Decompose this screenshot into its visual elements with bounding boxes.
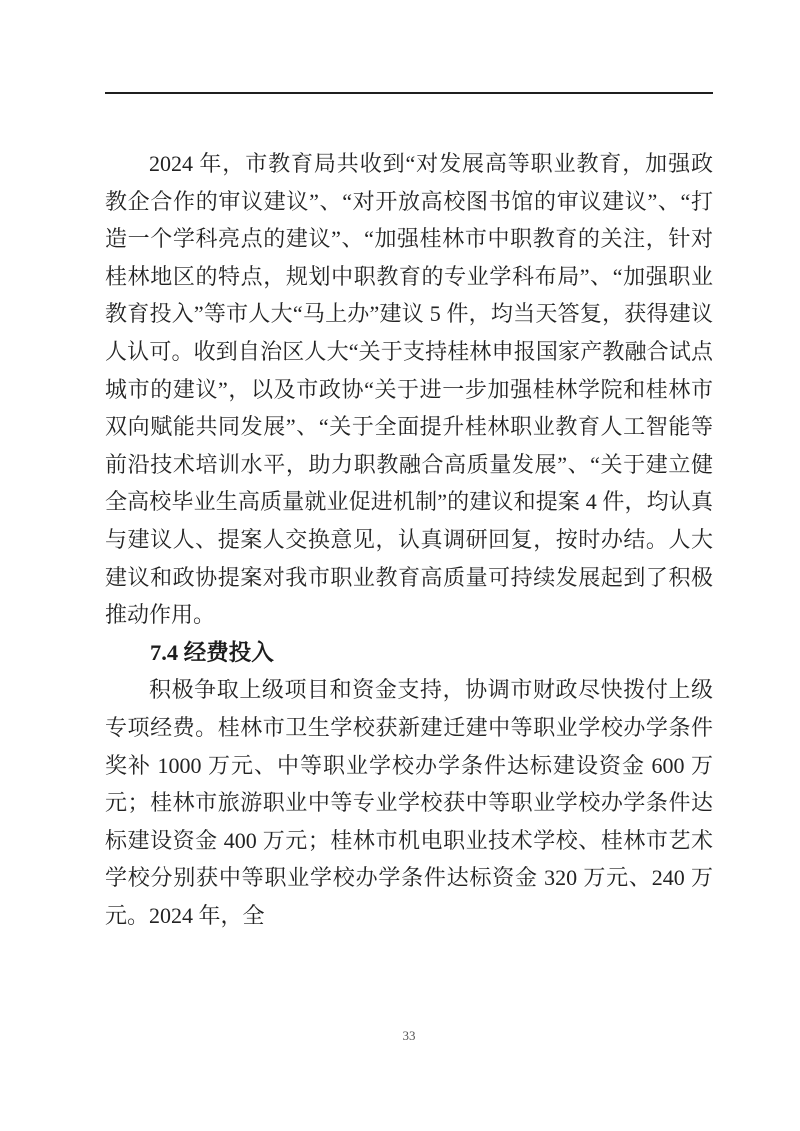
paragraph-funding-details: 积极争取上级项目和资金支持，协调市财政尽快拨付上级专项经费。桂林市卫生学校获新建迁建中等职业学校办学条件奖补 1000 万元、中等职业学校办学条件达标建设资金 600 万元；桂林市旅游职业中等专业学校获中等职业学校办学条件达标建设资金 400 万元；桂林市机电职业技术学校、桂林市艺术学校分别获中等职业学校办学条件达标资金 320 万元、240 万元。2024 年，全: [105, 677, 713, 928]
page-body: [105, 145, 713, 934]
section-heading-7-4-funding: 7.4 经费投入: [150, 639, 274, 665]
page-number: 33: [402, 1028, 416, 1043]
paragraph-suggestions-proposals: 2024 年，市教育局共收到“对发展高等职业教育，加强政教企合作的审议建议”、“对开放高校图书馆的审议建议”、“打造一个学科亮点的建议”、“加强桂林市中职教育的关注，针对桂林地区的特点，规划中职教育的专业学科布局”、“加强职业教育投入”等市人大“马上办”建议 5 件，均当天答复，获得建议人认可。收到自治区人大“关于支持桂林申报国家产教融合试点城市的建议”，以及市政协“关于进一步加强桂林学院和桂林市双向赋能共同发展”、“关于全面提升桂林职业教育人工智能等前沿技术培训水平，助力职教融合高质量发展”、“关于建立健全高校毕业生高质量就业促进机制”的建议和提案 4 件，均认真与建议人、提案人交换意见，认真调研回复，按时办结。人大建议和政协提案对我市职业教育高质量可持续发展起到了积极推动作用。: [105, 151, 714, 628]
header-rule: [105, 92, 713, 94]
